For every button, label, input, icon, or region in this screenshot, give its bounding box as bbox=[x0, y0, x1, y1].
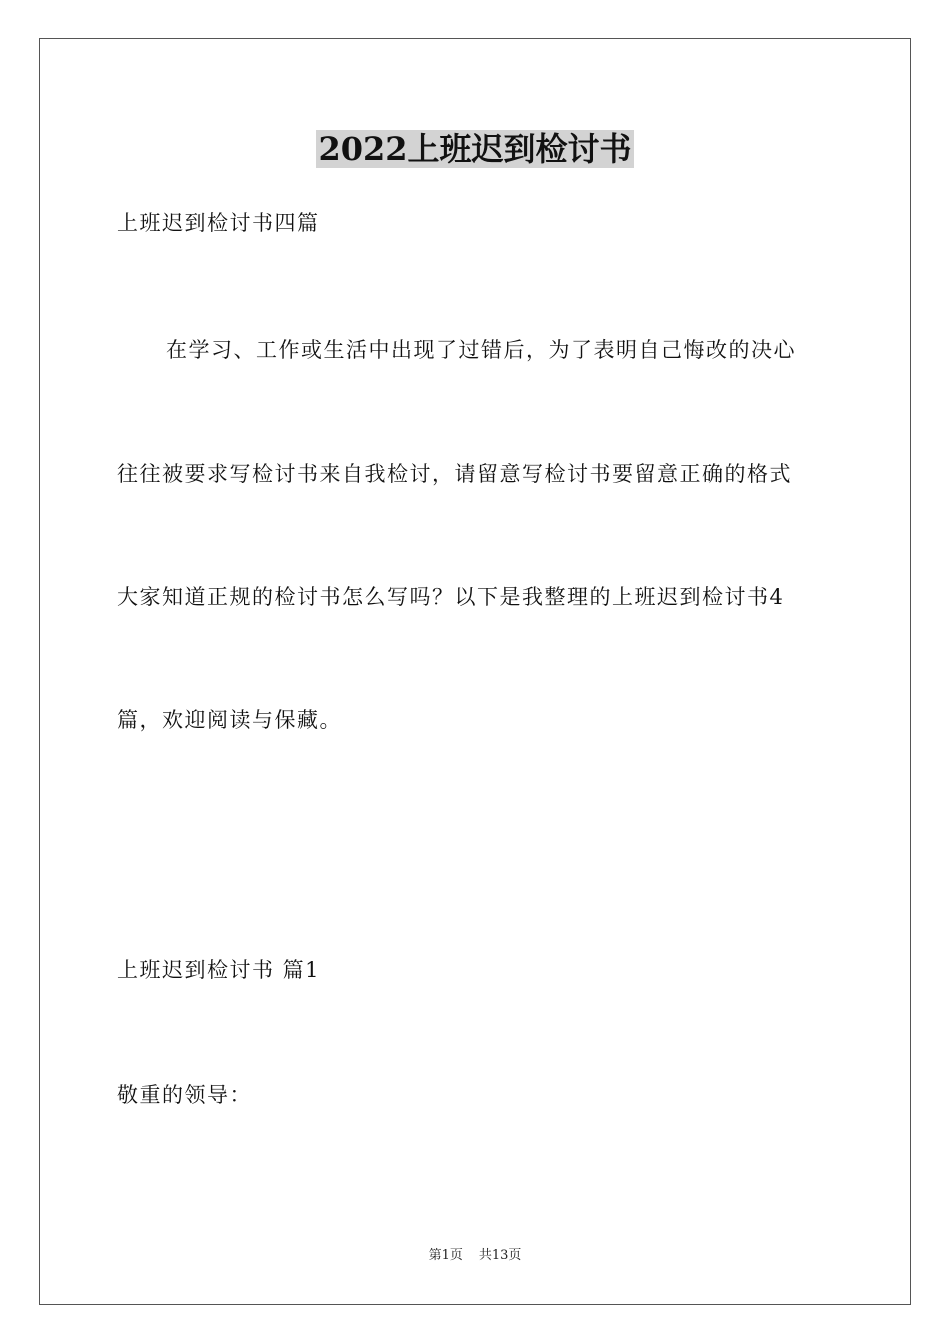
paragraph-line-3: 大家知道正规的检讨书怎么写吗？以下是我整理的上班迟到检讨书4 bbox=[117, 585, 785, 609]
document-subtitle: 上班迟到检讨书四篇 bbox=[117, 211, 320, 235]
document-title bbox=[0, 128, 950, 170]
page-footer bbox=[0, 1247, 950, 1265]
section-heading: 上班迟到检讨书 篇1 bbox=[117, 958, 321, 982]
document-title-text: 2022上班迟到检讨书 bbox=[318, 130, 632, 168]
greeting-line: 敬重的领导： bbox=[117, 1083, 252, 1107]
page-total: 共13页 bbox=[478, 1248, 522, 1263]
paragraph-line-1: 在学习、工作或生活中出现了过错后，为了表明自己悔改的决心 bbox=[166, 338, 796, 362]
paragraph-line-4: 篇，欢迎阅读与保藏。 bbox=[117, 708, 342, 732]
paragraph-line-2: 往往被要求写检讨书来自我检讨，请留意写检讨书要留意正确的格式 bbox=[117, 462, 792, 486]
page-number: 第1页 bbox=[428, 1248, 463, 1263]
